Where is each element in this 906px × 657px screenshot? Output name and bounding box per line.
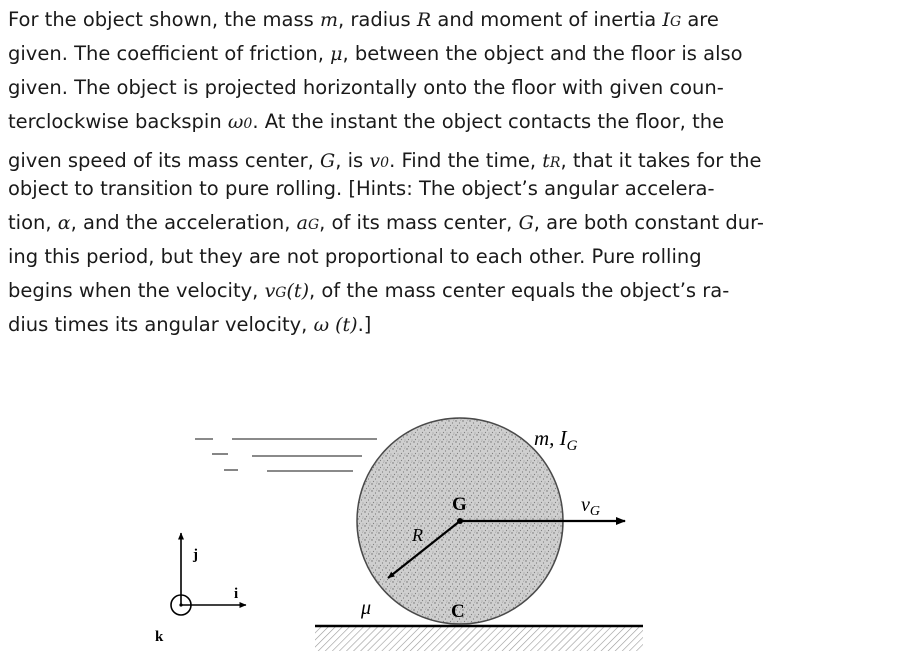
math-subscript: G	[275, 285, 287, 301]
motion-speed-lines	[195, 439, 377, 471]
text-run: ing this period, but they are not proportional to each other. Pure rolling	[8, 245, 702, 268]
text-run: given. The object is projected horizontally onto the floor with given coun-	[8, 76, 724, 99]
floor-hatching	[315, 627, 643, 651]
math-symbol: m	[319, 9, 339, 31]
center-label: G	[452, 494, 467, 515]
text-run: given. The coefficient of friction,	[8, 42, 331, 65]
math-subscript: 0	[243, 116, 253, 132]
text-run: , is	[335, 149, 370, 172]
text-run: , radius	[338, 8, 417, 31]
k-axis-dot	[179, 603, 182, 606]
text-run: . At the instant the object contacts the floor, the	[252, 110, 725, 133]
math-symbol: I	[662, 9, 670, 31]
velocity-label: $v_G$	[581, 494, 601, 519]
axis-j-label: j	[193, 547, 198, 563]
text-run: dius times its angular velocity,	[8, 313, 314, 336]
math-symbol: μ	[330, 43, 343, 65]
math-symbol: ω (t)	[313, 314, 358, 336]
math-subscript: G	[307, 217, 320, 233]
text-run: , and the acceleration,	[70, 211, 297, 234]
math-symbol: ω	[227, 111, 244, 133]
text-run: , are both constant dur-	[533, 211, 764, 234]
math-symbol: v	[264, 280, 276, 302]
axis-i-label: i	[234, 586, 239, 602]
text-run: and moment of inertia	[431, 8, 663, 31]
text-run: . Find the time,	[389, 149, 543, 172]
math-subscript: R	[549, 155, 561, 171]
text-run: .]	[357, 313, 372, 336]
text-run: , that it takes for the	[560, 149, 762, 172]
math-symbol: a	[296, 212, 308, 234]
text-run: , between the object and the floor is also	[342, 42, 743, 65]
math-symbol: R	[416, 9, 432, 31]
text-run: given speed of its mass center,	[8, 149, 321, 172]
math-subscript: 0	[380, 155, 390, 171]
contact-point-label: C	[451, 601, 465, 622]
math-symbol: v	[369, 150, 381, 172]
text-run: are	[681, 8, 719, 31]
coordinate-axes	[155, 533, 246, 645]
text-run: , of the mass center equals the object’s ra-	[308, 279, 730, 302]
math-subscript: G	[669, 14, 682, 30]
math-symbol: G	[320, 150, 336, 172]
axis-k-label: k	[155, 629, 164, 645]
mass-inertia-label: m, $I_G$	[534, 426, 578, 454]
text-run: begins when the velocity,	[8, 279, 265, 302]
text-run: terclockwise backspin	[8, 110, 228, 133]
math-symbol: t	[542, 150, 550, 172]
math-symbol: G	[518, 212, 534, 234]
math-symbol: α	[57, 212, 71, 234]
text-run: object to transition to pure rolling. [Hints: The object’s angular accelera-	[8, 177, 715, 200]
radius-label: R	[412, 525, 423, 545]
math-symbol: (t)	[286, 280, 309, 302]
friction-label: μ	[361, 597, 372, 619]
text-run: For the object shown, the mass	[8, 8, 320, 31]
text-run: , of its mass center,	[319, 211, 519, 234]
text-run: tion,	[8, 211, 58, 234]
